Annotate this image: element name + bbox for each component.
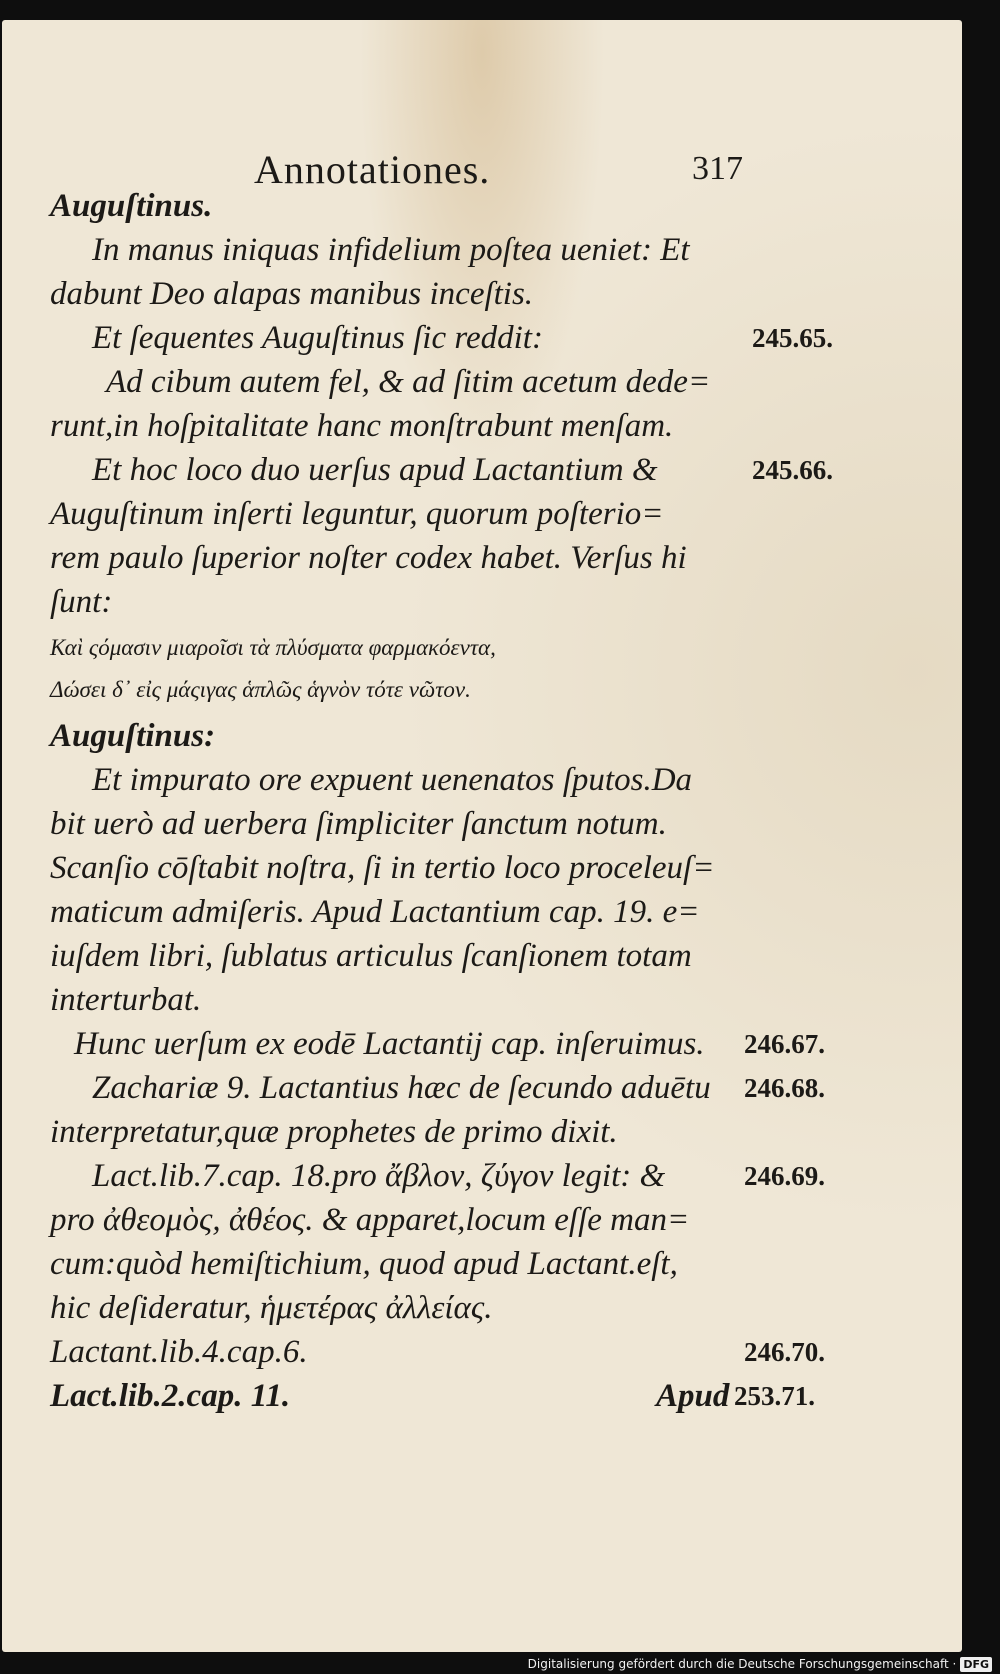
text-line: Lactant.lib.4.cap.6. <box>50 1334 308 1370</box>
margin-reference: 245.65. <box>752 323 833 353</box>
text-line: Hunc uerſum ex eodē Lactantij cap. inſeruimus. <box>74 1026 705 1062</box>
text-line: rem paulo ſuperior noſter codex habet. Verſus hi <box>50 540 687 576</box>
margin-reference: 246.67. <box>744 1029 825 1059</box>
text-line: Apud <box>656 1378 730 1414</box>
margin-reference: 253.71. <box>734 1381 815 1411</box>
text-line: interturbat. <box>50 982 202 1018</box>
page-number: 317 <box>692 150 743 187</box>
dfg-logo: DFG <box>960 1657 992 1672</box>
text-line: In manus iniquas infidelium poſtea ueniet: Et <box>92 232 690 268</box>
greek-verse-line: Δώσει δ᾽ εἰς μάςιγας ἁπλῶς ἁγνὸν τότε νῶτον. <box>50 677 471 702</box>
text-line: interpretatur,quæ prophetes de primo dixit. <box>50 1114 618 1150</box>
text-line: Zachariæ 9. Lactantius hæc de ſecundo aduētu <box>92 1070 711 1106</box>
text-line: Et ſequentes Auguſtinus ſic reddit: <box>92 320 543 356</box>
text-line: runt,in hoſpitalitate hanc monſtrabunt menſam. <box>50 408 674 444</box>
text-line: pro ἀθεομὸς, ἀθέος. & apparet,locum eſſe man= <box>50 1202 690 1238</box>
text-line: cum:quòd hemiſtichium, quod apud Lactant.eſt, <box>50 1246 678 1282</box>
margin-reference: 245.66. <box>752 455 833 485</box>
text-line: Lact.lib.2.cap. 11. <box>50 1378 291 1414</box>
text-line: maticum admiſeris. Apud Lactantium cap. 19. e= <box>50 894 700 930</box>
text-line: Lact.lib.7.cap. 18.pro ἄβλον, ζύγον legit: & <box>92 1158 666 1194</box>
text-line: Auguſtinus: <box>50 718 216 754</box>
scan-border <box>962 0 1000 1674</box>
text-line: dabunt Deo alapas manibus inceſtis. <box>50 276 534 312</box>
text-line: Auguſtinus. <box>50 188 213 224</box>
text-line: iuſdem libri, ſublatus articulus ſcanſionem totam <box>50 938 692 974</box>
credit-text: Digitalisierung gefördert durch die Deutsche Forschungsgemeinschaft · <box>527 1657 957 1671</box>
margin-reference: 246.70. <box>744 1337 825 1367</box>
digitization-credit <box>528 1654 992 1674</box>
text-line: Scanſio cōſtabit noſtra, ſi in tertio loco proceleuſ= <box>50 850 715 886</box>
margin-reference: 246.69. <box>744 1161 825 1191</box>
book-page <box>2 20 962 1652</box>
text-line: ſunt: <box>50 584 113 620</box>
greek-verse-line: Καὶ ςόμασιν μιαροῖσι τὰ πλύσματα φαρμακόεντα, <box>50 635 496 660</box>
text-line: Ad cibum autem fel, & ad ſitim acetum dede= <box>106 364 711 400</box>
text-line: Et impurato ore expuent uenenatos ſputos.Da <box>92 762 693 798</box>
text-line: Auguſtinum inſerti leguntur, quorum poſterio= <box>50 496 664 532</box>
running-title: Annotationes. <box>254 147 491 192</box>
text-line: bit uerò ad uerbera ſimpliciter ſanctum notum. <box>50 806 667 842</box>
text-line: Et hoc loco duo uerſus apud Lactantium & <box>92 452 658 488</box>
text-line: hic deſideratur, ἡμετέρας ἀλλείας. <box>50 1290 493 1326</box>
margin-reference: 246.68. <box>744 1073 825 1103</box>
